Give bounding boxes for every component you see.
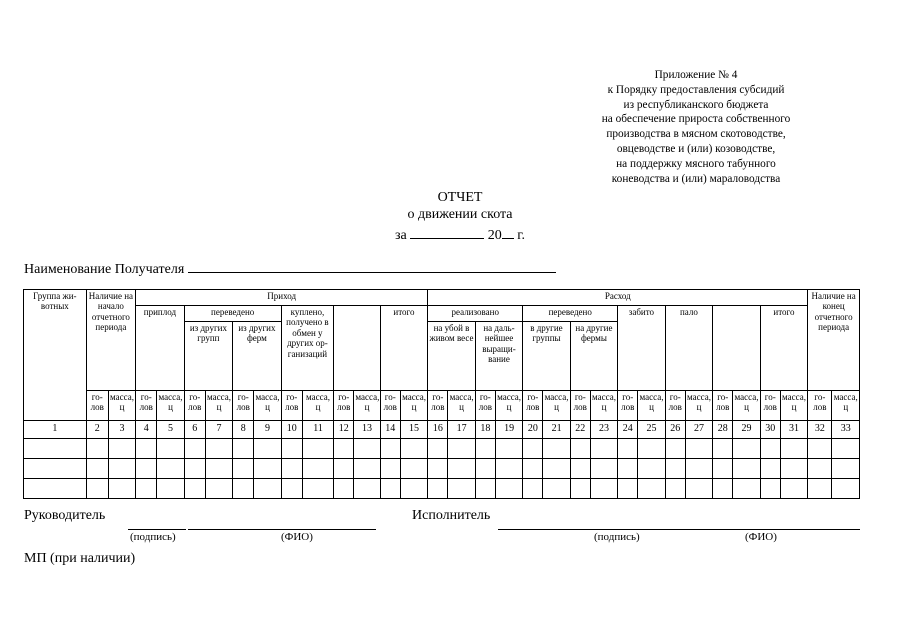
column-number: 24 bbox=[618, 421, 638, 439]
table-cell[interactable] bbox=[281, 459, 302, 479]
column-number: 4 bbox=[136, 421, 157, 439]
header-to-farms: на другие фермы bbox=[570, 322, 617, 391]
unit-heads: го-лов bbox=[233, 391, 254, 421]
column-number: 21 bbox=[543, 421, 570, 439]
unit-mass: масса, ц bbox=[685, 391, 712, 421]
column-number: 30 bbox=[760, 421, 780, 439]
report-subtitle: о движении скота bbox=[407, 207, 513, 222]
table-cell[interactable] bbox=[475, 439, 495, 459]
unit-heads: го-лов bbox=[334, 391, 354, 421]
column-number: 2 bbox=[86, 421, 108, 439]
header-income-transferred: переведено bbox=[184, 306, 281, 322]
table-row bbox=[24, 479, 860, 499]
table-cell[interactable] bbox=[618, 459, 638, 479]
unit-row bbox=[24, 391, 860, 421]
table-cell[interactable] bbox=[233, 439, 254, 459]
unit-mass: масса, ц bbox=[832, 391, 860, 421]
table-cell[interactable] bbox=[302, 439, 333, 459]
table-cell[interactable] bbox=[281, 479, 302, 499]
year-blank[interactable] bbox=[502, 225, 514, 239]
manager-signature-line[interactable] bbox=[128, 529, 186, 530]
executor-fio-caption: (ФИО) bbox=[745, 531, 777, 543]
appendix-line: к Порядку предоставления субсидий bbox=[607, 83, 785, 96]
table-cell[interactable] bbox=[86, 459, 108, 479]
table-cell[interactable] bbox=[638, 439, 665, 459]
table-cell[interactable] bbox=[86, 439, 108, 459]
column-number: 14 bbox=[380, 421, 400, 439]
header-from-farms: из других ферм bbox=[233, 322, 282, 391]
unit-heads: го-лов bbox=[475, 391, 495, 421]
unit-heads: го-лов bbox=[281, 391, 302, 421]
table-cell[interactable] bbox=[685, 459, 712, 479]
column-number: 12 bbox=[334, 421, 354, 439]
table-cell[interactable] bbox=[157, 479, 184, 499]
table-cell[interactable] bbox=[24, 479, 87, 499]
unit-heads: го-лов bbox=[808, 391, 832, 421]
table-cell[interactable] bbox=[543, 439, 570, 459]
unit-mass: масса, ц bbox=[590, 391, 617, 421]
table-cell[interactable] bbox=[380, 459, 400, 479]
manager-signature-caption: (подпись) bbox=[130, 531, 176, 543]
column-number: 28 bbox=[713, 421, 733, 439]
table-cell[interactable] bbox=[136, 439, 157, 459]
unit-mass: масса, ц bbox=[543, 391, 570, 421]
column-number: 3 bbox=[108, 421, 135, 439]
table-cell[interactable] bbox=[832, 459, 860, 479]
header-income-blank bbox=[334, 306, 380, 391]
column-number: 29 bbox=[733, 421, 760, 439]
unit-heads: го-лов bbox=[570, 391, 590, 421]
table-cell[interactable] bbox=[136, 459, 157, 479]
table-cell[interactable] bbox=[733, 459, 760, 479]
table-cell[interactable] bbox=[205, 439, 232, 459]
table-cell[interactable] bbox=[780, 459, 807, 479]
table-cell[interactable] bbox=[665, 459, 685, 479]
unit-heads: го-лов bbox=[380, 391, 400, 421]
table-cell[interactable] bbox=[638, 459, 665, 479]
unit-mass: масса, ц bbox=[733, 391, 760, 421]
table-cell[interactable] bbox=[334, 459, 354, 479]
header-start-balance: Наличие на начало отчетного периода bbox=[86, 290, 136, 391]
report-period bbox=[320, 225, 600, 244]
header-expense-transferred: переведено bbox=[523, 306, 618, 322]
table-cell[interactable] bbox=[808, 439, 832, 459]
header-from-groups: из других групп bbox=[184, 322, 233, 391]
unit-heads: го-лов bbox=[523, 391, 543, 421]
header-slaughter: на убой в живом весе bbox=[428, 322, 475, 391]
unit-heads: го-лов bbox=[428, 391, 448, 421]
table-cell[interactable] bbox=[24, 439, 87, 459]
table-cell[interactable] bbox=[808, 459, 832, 479]
table-cell[interactable] bbox=[685, 439, 712, 459]
table-cell[interactable] bbox=[108, 459, 135, 479]
recipient-blank[interactable] bbox=[188, 259, 556, 273]
table-cell[interactable] bbox=[254, 439, 281, 459]
unit-heads: го-лов bbox=[618, 391, 638, 421]
column-number: 33 bbox=[832, 421, 860, 439]
appendix-line: коневодства и (или) мараловодства bbox=[611, 172, 781, 185]
table-cell[interactable] bbox=[760, 439, 780, 459]
header-expense-blank bbox=[713, 306, 760, 391]
table-cell[interactable] bbox=[136, 479, 157, 499]
unit-heads: го-лов bbox=[184, 391, 205, 421]
table-cell[interactable] bbox=[400, 479, 427, 499]
table-cell[interactable] bbox=[543, 479, 570, 499]
table-cell[interactable] bbox=[334, 479, 354, 499]
unit-mass: масса, ц bbox=[638, 391, 665, 421]
unit-mass: масса, ц bbox=[302, 391, 333, 421]
column-number: 27 bbox=[685, 421, 712, 439]
table-cell[interactable] bbox=[733, 479, 760, 499]
table-cell[interactable] bbox=[24, 459, 87, 479]
table-cell[interactable] bbox=[334, 439, 354, 459]
table-cell[interactable] bbox=[475, 459, 495, 479]
unit-mass: масса, ц bbox=[448, 391, 475, 421]
table-cell[interactable] bbox=[254, 479, 281, 499]
table-cell[interactable] bbox=[233, 479, 254, 499]
header-offspring: приплод bbox=[136, 306, 185, 391]
unit-heads: го-лов bbox=[136, 391, 157, 421]
table-row bbox=[24, 459, 860, 479]
recipient-label: Наименование Получателя bbox=[24, 262, 185, 277]
unit-mass: масса, ц bbox=[495, 391, 522, 421]
column-number: 31 bbox=[780, 421, 807, 439]
table-cell[interactable] bbox=[400, 459, 427, 479]
appendix-line: Приложение № 4 bbox=[654, 69, 738, 81]
header-end-balance: Наличие на конец отчетного периода bbox=[808, 290, 860, 391]
table-cell[interactable] bbox=[570, 479, 590, 499]
column-number: 11 bbox=[302, 421, 333, 439]
table-cell[interactable] bbox=[428, 479, 448, 499]
table-cell[interactable] bbox=[354, 459, 380, 479]
appendix-line: из республиканского бюджета bbox=[623, 98, 769, 111]
table-cell[interactable] bbox=[760, 479, 780, 499]
table-cell[interactable] bbox=[380, 479, 400, 499]
table-cell[interactable] bbox=[665, 479, 685, 499]
executor-label: Исполнитель bbox=[412, 508, 491, 523]
manager-fio-line[interactable] bbox=[188, 529, 376, 530]
column-number: 17 bbox=[448, 421, 475, 439]
table-cell[interactable] bbox=[428, 439, 448, 459]
table-cell[interactable] bbox=[733, 439, 760, 459]
table-cell[interactable] bbox=[590, 479, 617, 499]
table-cell[interactable] bbox=[157, 459, 184, 479]
table-cell[interactable] bbox=[233, 459, 254, 479]
table-cell[interactable] bbox=[108, 479, 135, 499]
header-group: Группа жи-вотных bbox=[24, 290, 87, 421]
header-rearing: на даль-нейшее выращи-вание bbox=[475, 322, 522, 391]
table-cell[interactable] bbox=[685, 479, 712, 499]
table-cell[interactable] bbox=[184, 439, 205, 459]
table-cell[interactable] bbox=[205, 459, 232, 479]
unit-heads: го-лов bbox=[760, 391, 780, 421]
table-cell[interactable] bbox=[780, 479, 807, 499]
column-number: 10 bbox=[281, 421, 302, 439]
table-cell[interactable] bbox=[380, 439, 400, 459]
column-number: 15 bbox=[400, 421, 427, 439]
appendix-line: овцеводстве и (или) козоводстве, bbox=[616, 142, 776, 155]
table-cell[interactable] bbox=[302, 479, 333, 499]
table-cell[interactable] bbox=[570, 459, 590, 479]
table-cell[interactable] bbox=[760, 459, 780, 479]
column-number: 6 bbox=[184, 421, 205, 439]
table-cell[interactable] bbox=[302, 459, 333, 479]
table-cell[interactable] bbox=[184, 459, 205, 479]
appendix-line: на поддержку мясного табунного bbox=[616, 157, 776, 170]
executor-signature-caption: (подпись) bbox=[594, 531, 640, 543]
table-cell[interactable] bbox=[523, 479, 543, 499]
table-cell[interactable] bbox=[354, 439, 380, 459]
column-number: 26 bbox=[665, 421, 685, 439]
column-number: 16 bbox=[428, 421, 448, 439]
number-row bbox=[24, 421, 860, 439]
table-cell[interactable] bbox=[428, 459, 448, 479]
appendix-line: на обеспечение прироста собственного bbox=[601, 113, 791, 126]
column-number: 18 bbox=[475, 421, 495, 439]
unit-heads: го-лов bbox=[86, 391, 108, 421]
table-cell[interactable] bbox=[713, 439, 733, 459]
table-cell[interactable] bbox=[638, 479, 665, 499]
column-number: 19 bbox=[495, 421, 522, 439]
table-cell[interactable] bbox=[475, 479, 495, 499]
appendix-block bbox=[560, 68, 832, 186]
header-income: Приход bbox=[136, 290, 428, 306]
unit-mass: масса, ц bbox=[205, 391, 232, 421]
table-cell[interactable] bbox=[543, 459, 570, 479]
table-cell[interactable] bbox=[495, 459, 522, 479]
table-cell[interactable] bbox=[184, 479, 205, 499]
column-number: 13 bbox=[354, 421, 380, 439]
table-cell[interactable] bbox=[665, 439, 685, 459]
period-suffix: г. bbox=[517, 228, 525, 243]
stamp-label: МП (при наличии) bbox=[24, 551, 136, 566]
table-cell[interactable] bbox=[354, 479, 380, 499]
table-cell[interactable] bbox=[780, 439, 807, 459]
header-expense: Расход bbox=[428, 290, 808, 306]
table-cell[interactable] bbox=[618, 479, 638, 499]
column-number: 7 bbox=[205, 421, 232, 439]
header-died: пало bbox=[665, 306, 712, 391]
unit-mass: масса, ц bbox=[157, 391, 184, 421]
unit-heads: го-лов bbox=[713, 391, 733, 421]
unit-mass: масса, ц bbox=[108, 391, 135, 421]
header-expense-total: итого bbox=[760, 306, 808, 391]
column-number: 32 bbox=[808, 421, 832, 439]
livestock-table bbox=[23, 289, 860, 499]
table-cell[interactable] bbox=[618, 439, 638, 459]
column-number: 23 bbox=[590, 421, 617, 439]
table-cell[interactable] bbox=[400, 439, 427, 459]
column-number: 1 bbox=[24, 421, 87, 439]
table-cell[interactable] bbox=[86, 479, 108, 499]
table-cell[interactable] bbox=[495, 479, 522, 499]
table-cell[interactable] bbox=[590, 459, 617, 479]
executor-line[interactable] bbox=[498, 529, 860, 530]
unit-heads: го-лов bbox=[665, 391, 685, 421]
table-cell[interactable] bbox=[832, 479, 860, 499]
recipient-row bbox=[24, 259, 556, 278]
header-to-groups: в другие группы bbox=[523, 322, 570, 391]
header-bought: куплено, получено в обмен у других ор-ганизаций bbox=[281, 306, 334, 391]
header-slaughtered: забито bbox=[618, 306, 665, 391]
column-number: 22 bbox=[570, 421, 590, 439]
table-cell[interactable] bbox=[448, 479, 475, 499]
manager-label: Руководитель bbox=[24, 508, 106, 523]
table-cell[interactable] bbox=[448, 459, 475, 479]
table-cell[interactable] bbox=[713, 479, 733, 499]
table-cell[interactable] bbox=[205, 479, 232, 499]
unit-mass: масса, ц bbox=[354, 391, 380, 421]
table-cell[interactable] bbox=[808, 479, 832, 499]
table-cell[interactable] bbox=[523, 439, 543, 459]
table-cell[interactable] bbox=[832, 439, 860, 459]
table-cell[interactable] bbox=[108, 439, 135, 459]
table-cell[interactable] bbox=[570, 439, 590, 459]
unit-mass: масса, ц bbox=[400, 391, 427, 421]
table-cell[interactable] bbox=[590, 439, 617, 459]
table-cell[interactable] bbox=[157, 439, 184, 459]
table-row bbox=[24, 439, 860, 459]
header-sold: реализовано bbox=[428, 306, 523, 322]
unit-mass: масса, ц bbox=[780, 391, 807, 421]
column-number: 9 bbox=[254, 421, 281, 439]
period-prefix: за bbox=[395, 228, 407, 243]
report-title: ОТЧЕТ bbox=[437, 190, 483, 205]
table-cell[interactable] bbox=[448, 439, 475, 459]
column-number: 20 bbox=[523, 421, 543, 439]
column-number: 5 bbox=[157, 421, 184, 439]
table-cell[interactable] bbox=[713, 459, 733, 479]
period-blank[interactable] bbox=[410, 225, 484, 239]
manager-fio-caption: (ФИО) bbox=[281, 531, 313, 543]
table-cell[interactable] bbox=[523, 459, 543, 479]
header-income-total: итого bbox=[380, 306, 428, 391]
column-number: 8 bbox=[233, 421, 254, 439]
table-cell[interactable] bbox=[281, 439, 302, 459]
table-cell[interactable] bbox=[495, 439, 522, 459]
appendix-line: производства в мясном скотоводстве, bbox=[606, 128, 786, 141]
period-year: 20 bbox=[487, 228, 502, 243]
unit-mass: масса, ц bbox=[254, 391, 281, 421]
table-cell[interactable] bbox=[254, 459, 281, 479]
column-number: 25 bbox=[638, 421, 665, 439]
